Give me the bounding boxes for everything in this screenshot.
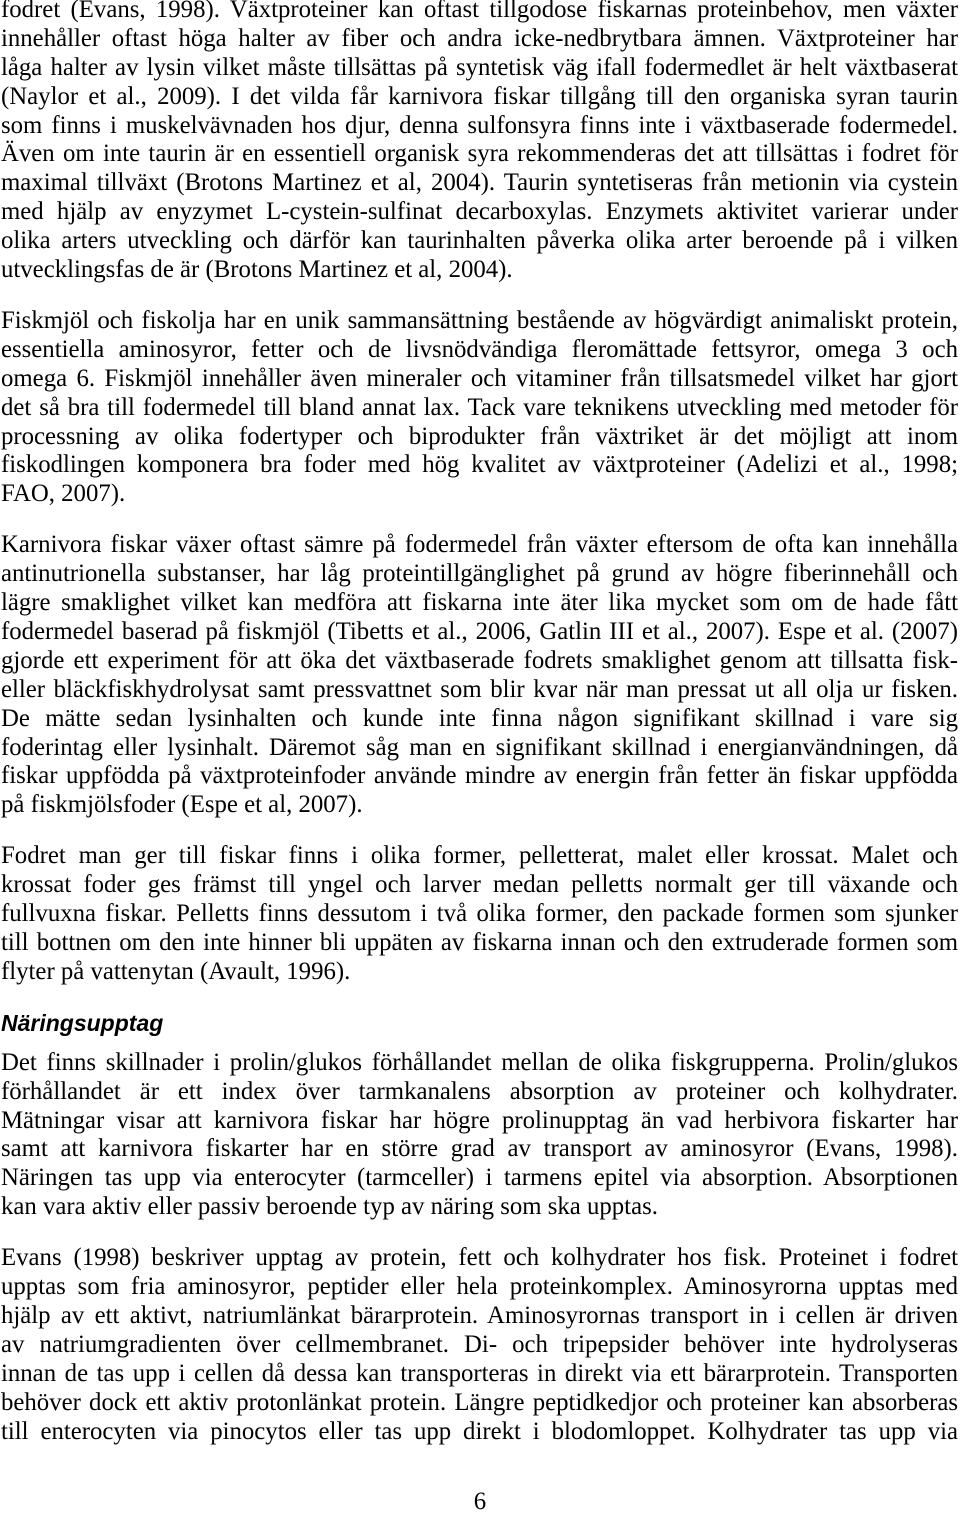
text-line: omega 6. Fiskmjöl innehåller även mineraler och vitaminer från tillsatsmedel vilket har gjort	[1, 364, 958, 392]
text-line: gjorde ett experiment för att öka det växtbaserade fodrets smaklighet genom att tillsatta fisk-	[1, 646, 958, 674]
text-line: krossat foder ges främst till yngel och larver medan pelletts normalt ger till växande och	[1, 871, 958, 899]
text-line: med hjälp av enyzymet L-cystein-sulfinat decarboxylas. Enzymets aktivitet varierar under	[1, 198, 958, 226]
text-line: Näringen tas upp via enterocyter (tarmceller) i tarmens epitel via absorption. Absorptionen	[1, 1164, 958, 1192]
page-number: 6	[473, 1488, 487, 1515]
paragraph	[1, 531, 958, 820]
text-line: De mätte sedan lysinhalten och kunde inte finna någon signifikant skillnad i vare sig	[1, 704, 958, 732]
text-line: behöver dock ett aktiv protonlänkat protein. Längre peptidkedjor och proteiner kan absorberas	[1, 1388, 958, 1416]
text-line: Även om inte taurin är en essentiell organisk syra rekommenderas det att tillsättas i fodret för	[1, 140, 958, 168]
text-line: upptas som fria aminosyror, peptider eller hela proteinkomplex. Aminosyrorna upptas med	[1, 1273, 958, 1301]
text-line: Fiskmjöl och fiskolja har en unik sammansättning bestående av högvärdigt animaliskt protein,	[1, 307, 958, 334]
text-line: innehåller oftast höga halter av fiber och andra icke-nedbrytbara ämnen. Växtproteiner har	[1, 24, 958, 52]
text-line: Fodret man ger till fiskar finns i olika former, pelletterat, malet eller krossat. Malet och	[1, 842, 958, 870]
text-line: som finns i muskelvävnaden hos djur, denna sulfonsyra finns inte i växtbaserade fodermedel.	[1, 111, 958, 139]
text-line: lägre smaklighet vilket kan medföra att fiskarna inte äter lika mycket som om de hade fått	[1, 589, 958, 617]
text-line: hjälp av ett aktivt, natriumlänkat bärarprotein. Aminosyrornas transport in i cellen är driven	[1, 1302, 958, 1329]
text-line: det så bra till fodermedel till bland annat lax. Tack vare teknikens utveckling med metoder för	[1, 393, 958, 421]
text-line: låga halter av lysin vilket måste tillsättas på syntetisk väg ifall fodermedlet är helt växtbaserat	[1, 53, 958, 81]
paragraph	[1, 0, 958, 285]
text-line: antinutrionella substanser, har låg proteintillgänglighet på grund av högre fiberinnehåll och	[1, 560, 958, 588]
text-line: fiskar uppfödda på växtproteinfoder använde mindre av energin från fetter än fiskar uppfödda	[1, 762, 958, 790]
text-line: Karnivora fiskar växer oftast sämre på fodermedel från växter eftersom de ofta kan innehålla	[1, 531, 958, 559]
text-line: fodermedel baserad på fiskmjöl (Tibetts et al., 2006, Gatlin III et al., 2007). Espe et al. (2007)	[1, 618, 958, 645]
text-line: processning av olika fodertyper och biprodukter från växtriket är det möjligt att inom	[1, 422, 958, 450]
text-line: maximal tillväxt (Brotons Martinez et al, 2004). Taurin syntetiseras från metionin via cystein	[1, 169, 958, 197]
body-text	[1, 0, 958, 1469]
text-line: FAO, 2007).	[1, 480, 126, 508]
text-line: olika arters utveckling och därför kan taurinhalten påverka olika arter beroende på i vilken	[1, 227, 958, 255]
text-line: Mätningar visar att karnivora fiskar har högre prolinupptag än vad herbivora fiskarter har	[1, 1106, 958, 1134]
section-naringsupptag	[1, 1009, 958, 1447]
text-line: fodret (Evans, 1998). Växtproteiner kan oftast tillgodose fiskarnas proteinbehov, men växter	[1, 0, 958, 23]
text-line: eller bläckfiskhydrolysat samt pressvattnet som blir kvar när man pressat ut all olja ur fisken.	[1, 675, 958, 703]
text-line: foderintag eller lysinhalt. Däremot såg man en signifikant skillnad i energianvändningen, då	[1, 733, 958, 761]
text-line: på fiskmjölsfoder (Espe et al, 2007).	[1, 791, 363, 819]
text-line: till bottnen om den inte hinner bli uppäten av fiskarna innan och den extruderade formen som	[1, 929, 958, 956]
text-line: samt att karnivora fiskarter har en större grad av transport av aminosyror (Evans, 1998).	[1, 1135, 958, 1163]
text-line: kan vara aktiv eller passiv beroende typ av näring som ska upptas.	[1, 1193, 658, 1221]
text-line: till enterocyten via pinocytos eller tas upp direkt i blodomloppet. Kolhydrater tas upp via	[1, 1417, 958, 1445]
text-line: förhållandet är ett index över tarmkanalens absorption av proteiner och kolhydrater.	[1, 1077, 958, 1105]
text-line: utvecklingsfas de är (Brotons Martinez et al, 2004).	[1, 256, 513, 284]
text-line: Evans (1998) beskriver upptag av protein, fett och kolhydrater hos fisk. Proteinet i fodret	[1, 1244, 958, 1272]
paragraph	[1, 1244, 958, 1446]
text-line: av natriumgradienten över cellmembranet. Di- och tripepsider behöver inte hydrolyseras	[1, 1330, 958, 1358]
text-line: fiskodlingen komponera bra foder med hög kvalitet av växtproteiner (Adelizi et al., 1998;	[1, 451, 958, 479]
paragraph	[1, 307, 958, 509]
text-line: flyter på vattenytan (Avault, 1996).	[1, 957, 351, 985]
section-heading: Näringsupptag	[1, 1009, 164, 1036]
text-line: (Naylor et al., 2009). I det vilda får karnivora fiskar tillgång till den organiska syran taurin	[1, 82, 958, 110]
paragraph	[1, 1049, 958, 1222]
text-line: Det finns skillnader i prolin/glukos förhållandet mellan de olika fiskgrupperna. Prolin/glukos	[1, 1048, 958, 1076]
text-line: innan de tas upp i cellen då dessa kan transporteras in direkt via ett bärarprotein. Transporten	[1, 1359, 958, 1387]
text-line: fullvuxna fiskar. Pelletts finns dessutom i två olika former, den packade formen som sjunker	[1, 900, 958, 928]
paragraph	[1, 842, 958, 986]
text-line: essentiella aminosyror, fetter och de livsnödvändiga fleromättade fettsyror, omega 3 och	[1, 335, 958, 363]
